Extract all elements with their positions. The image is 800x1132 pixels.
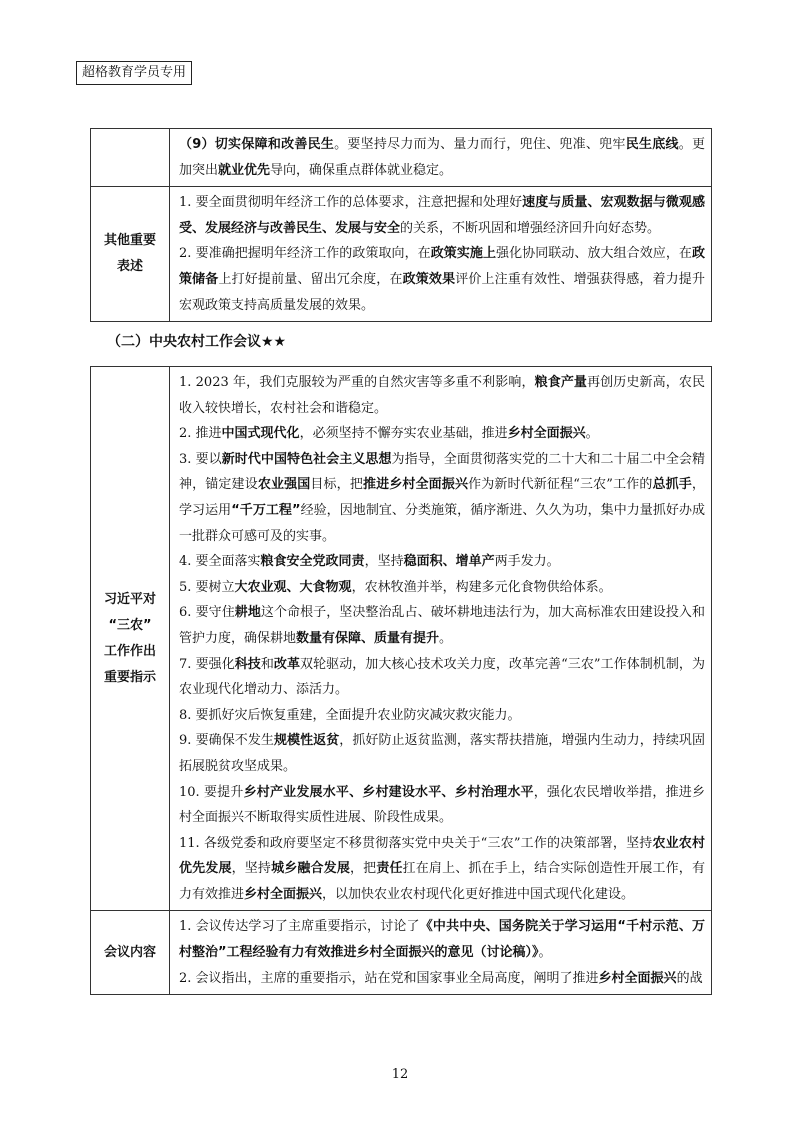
bold-text: 乡村全面振兴	[598, 970, 677, 986]
paragraph	[179, 966, 705, 992]
text: 7. 要强化	[179, 656, 235, 672]
text: 再创历史新高，农民收入较快增长，农村社会和谐稳定。	[179, 375, 705, 416]
text: 。	[585, 426, 599, 442]
text: 。	[538, 945, 552, 961]
section-title: （二）中央农村工作会议★★	[107, 334, 287, 350]
bold-text: 乡村产业发展水平、乡村建设水平、乡村治理水平	[243, 784, 534, 800]
bold-text: 规模性返贫	[273, 733, 340, 749]
text: 扛在肩上、抓在手上，结合实际创造性开展工作，有力有效推进	[179, 861, 705, 902]
bold-text: 数量有保障、质量有提升	[296, 630, 440, 646]
table-row	[91, 911, 712, 995]
table-row	[91, 129, 712, 187]
text: 4. 要全面落实	[179, 554, 261, 570]
bold-text: 大农业观、大食物观	[234, 579, 352, 595]
text: 6. 要守住	[179, 605, 235, 621]
bold-text: 速度与质量、宏观数据与微观感受、发展经济与改善民生、发展与安全	[179, 195, 705, 236]
paragraph	[179, 190, 705, 241]
paragraph	[179, 447, 705, 549]
text: 2. 要准确把握明年经济工作的政策取向，在	[179, 246, 431, 262]
text: 作为新时代新征程“三农”工作的	[468, 477, 653, 493]
text: 。	[439, 630, 453, 646]
bold-text: （9）切实保障和改善民生	[179, 137, 335, 152]
bold-text: 新时代中国特色社会主义思想	[221, 451, 392, 467]
paragraph	[179, 652, 705, 703]
text: 上打好提前量、留出冗余度，在	[218, 271, 403, 287]
text: 。更加突出	[179, 137, 705, 178]
text: 2. 会议指出，主席的重要指示，站在党和国家事业全局高度，阐明了推进	[179, 970, 599, 986]
label-line: “三农”	[108, 617, 152, 633]
label-line: 会议内容	[103, 944, 156, 960]
bold-text: 就业优先	[218, 162, 271, 178]
bold-text: 耕地	[234, 605, 261, 621]
text: ，把	[350, 861, 377, 877]
bold-text: 科技	[234, 656, 261, 672]
text: ，坚持	[231, 861, 272, 877]
text: 3. 要以	[179, 451, 222, 467]
bold-text: 城乡融合发展	[271, 861, 350, 877]
text: 为指导，全面贯彻落实党的二十大和二十届二中全会精神，锚定建设	[179, 451, 705, 493]
text: 两手发力。	[494, 554, 560, 570]
text: ，农林牧渔并举，构建多元化食物供给体系。	[351, 579, 612, 595]
bold-text: 乡村全面振兴	[507, 426, 586, 442]
text: 目标，把	[310, 477, 363, 493]
text: ，必须坚持不懈夯实农业基础，推进	[299, 426, 508, 442]
bold-text: 推进乡村全面振兴	[362, 477, 469, 493]
text: ，抓好防止返贫监测，落实帮扶措施，增强内生动力，持续巩固拓展脱贫攻坚成果。	[179, 733, 705, 774]
table-row	[91, 367, 712, 911]
text: 5. 要树立	[179, 579, 235, 595]
text: 强化协同联动、放大组合效应，在	[496, 246, 692, 262]
header-label: 超格教育学员专用	[76, 61, 192, 85]
paragraph	[179, 575, 705, 601]
bold-text: 责任	[376, 861, 403, 877]
text: 9. 要确保不发生	[179, 733, 274, 749]
bold-text: 粮食安全党政同责	[260, 554, 365, 570]
text: 的关系，不断巩固和增强经济回升向好态势。	[400, 220, 661, 236]
bold-text: 政策实施上	[430, 246, 497, 262]
row-content	[170, 911, 712, 995]
bold-text: 政策效果	[402, 271, 456, 287]
paragraph	[179, 914, 705, 965]
bold-text: 农业强国	[257, 477, 311, 493]
text: 10. 要提升	[179, 784, 244, 800]
text: 双轮驱动，加大核心技术攻关力度，改革完善“三农”工作体制机制，为农业现代化增动力、添活力。	[179, 656, 705, 698]
bold-text: 民生底线	[625, 137, 679, 152]
text: 1. 2023 年，我们克服较为严重的自然灾害等多重不利影响，	[179, 375, 535, 390]
row-label-empty	[91, 129, 170, 187]
paragraph	[179, 241, 705, 318]
bold-text: 农业农村优先发展	[179, 835, 705, 877]
label-line: 重要指示	[103, 669, 156, 685]
text: ，以加快农业农村现代化更好推进中国式现代化建设。	[322, 886, 635, 902]
label-line: 表述	[116, 259, 143, 275]
paragraph	[179, 370, 705, 421]
text: 8. 要抓好灾后恢复重建，全面提升农业防灾减灾救灾能力。	[179, 707, 521, 723]
bold-text: 稳面积、增单产	[403, 554, 495, 570]
paragraph	[179, 831, 705, 908]
bold-text: 总抓手	[652, 477, 692, 493]
text: ，学习运用	[179, 477, 705, 518]
text: 导向，确保重点群体就业稳定。	[270, 162, 453, 178]
text: 的战	[676, 970, 703, 986]
bold-text: “千万工程”	[231, 502, 301, 518]
label-line: 工作作出	[103, 643, 156, 659]
paragraph	[179, 132, 705, 183]
bold-text: 粮食产量	[534, 375, 588, 390]
paragraph	[179, 549, 705, 575]
paragraph	[179, 600, 705, 651]
rural-work-table	[90, 366, 712, 995]
row-content	[170, 367, 712, 911]
economic-work-table	[90, 128, 712, 322]
label-line: 习近平对	[103, 591, 156, 607]
text: 经验，因地制宜、分类施策，循序渐进、久久为功，集中力量抓好办成一批群众可感可及的实事。	[179, 502, 705, 544]
table-row	[91, 187, 712, 322]
bold-text: 中国式现代化	[221, 426, 300, 442]
text: 1. 会议传达学习了主席重要指示，讨论了	[179, 919, 420, 935]
paragraph	[179, 780, 705, 831]
text: 这个命根子，坚决整治乱占、破坏耕地违法行为，加大高标准农田建设投入和管护力度，确保耕地	[179, 605, 705, 646]
row-content	[170, 187, 712, 322]
page-number: 12	[391, 1067, 409, 1082]
text: 评价上注重有效性、增强获得感，着力提升宏观政策支持高质量发展的效果。	[179, 271, 705, 313]
text: ，强化农民增收举措，推进乡村全面振兴不断取得实质性进展、阶段性成果。	[179, 784, 705, 826]
text: ，坚持	[364, 554, 404, 570]
paragraph	[179, 703, 705, 729]
label-line: 其他重要	[103, 233, 156, 249]
paragraph	[179, 421, 705, 447]
text: 1. 要全面贯彻明年经济工作的总体要求，注意把握和处理好	[179, 195, 523, 211]
text: 2. 推进	[179, 426, 222, 442]
row-content	[170, 129, 712, 187]
text: 11. 各级党委和政府要坚定不移贯彻落实党中央关于“三农”工作的决策部署，坚持	[179, 835, 653, 851]
row-label-instructions	[91, 367, 170, 911]
paragraph	[179, 728, 705, 779]
row-label-meeting-content	[91, 911, 170, 995]
bold-text: 改革	[273, 656, 301, 672]
text: 。要坚持尽力而为、量力而行，兜住、兜准、兜牢	[334, 137, 626, 152]
bold-text: 政策储备	[179, 246, 705, 287]
text: 和	[260, 656, 274, 672]
bold-text: 《中共中央、国务院关于学习运用“千村示范、万村整治”工程经验有力有效推进乡村全面振兴的意见（讨论稿）》	[179, 919, 705, 961]
row-label-other-statements	[91, 187, 170, 322]
bold-text: 乡村全面振兴	[244, 886, 323, 902]
